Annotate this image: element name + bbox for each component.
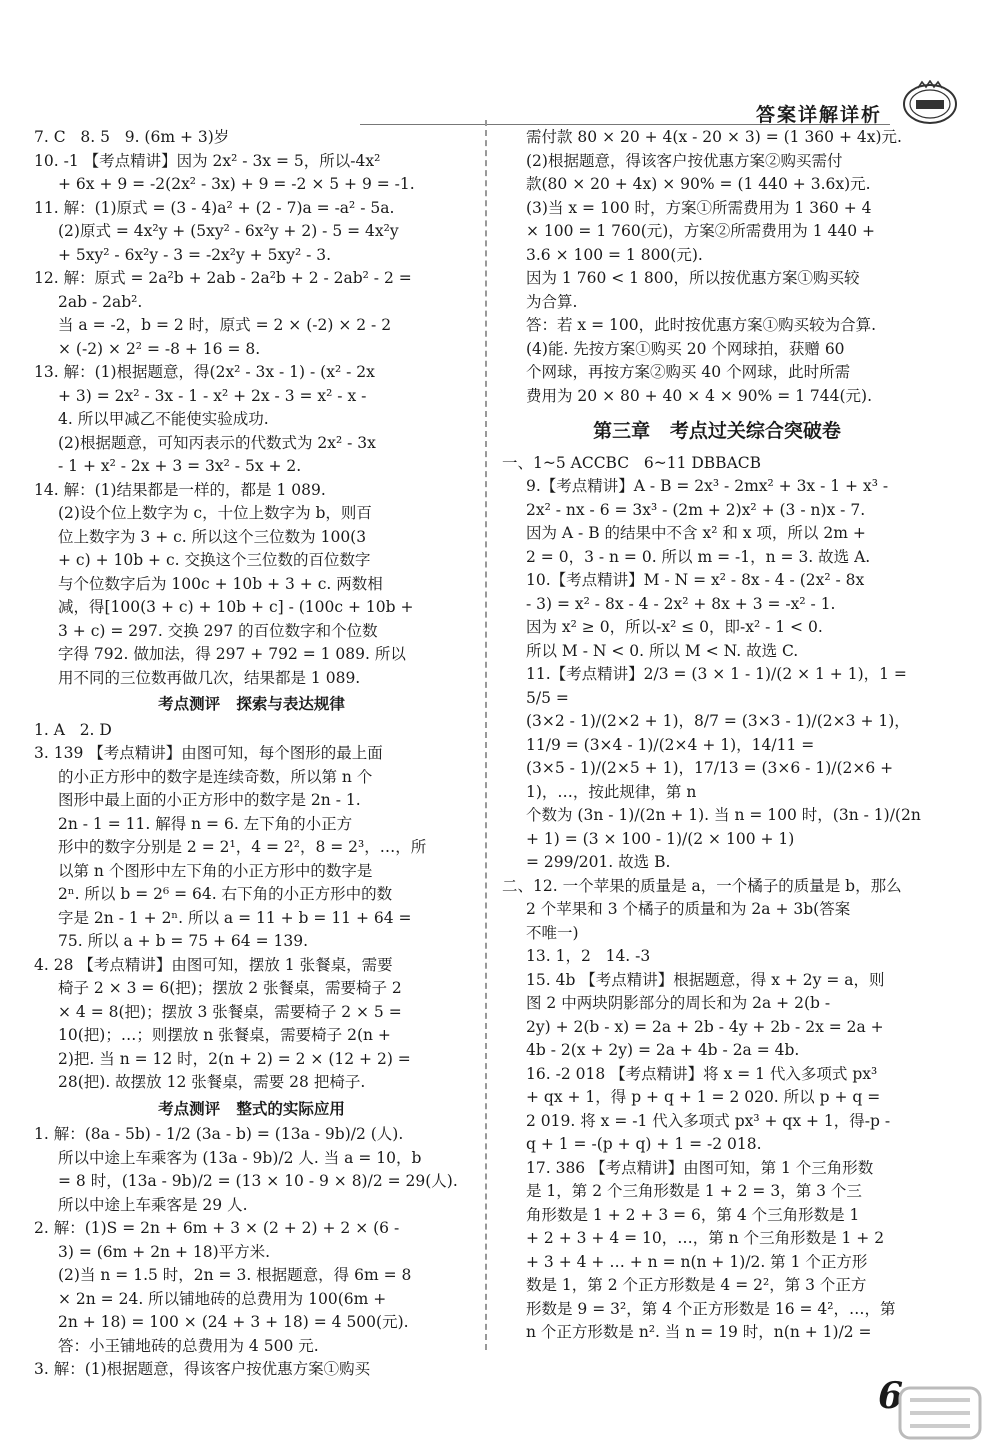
answer-line: 因为 1 760 < 1 800，所以按优惠方案①购买较 [526,269,860,287]
answer-line: 椅子 2 × 3 = 6(把)；摆放 2 张餐桌，需要椅子 2 [58,979,402,997]
answer-line: 7. C 8. 5 9. (6m + 3)岁 [34,128,230,146]
answer-line: 2 个苹果和 3 个橘子的质量和为 2a + 3b(答案 [526,900,851,918]
answer-line: 11. 解：(1)原式 = (3 - 4)a² + (2 - 7)a = -a² - 5a. [34,198,395,217]
page-number: 6 [878,1375,904,1417]
answer-line: + 2 + 3 + 4 = 10，…，第 n 个三角形数是 1 + 2 [526,1229,885,1247]
answer-line: 16. -2 018 【考点精讲】将 x = 1 代入多项式 px³ [526,1064,878,1083]
answer-line: + 6x + 9 = -2(2x² - 3x) + 9 = -2 × 5 + 9 = -1. [58,175,415,193]
answer-line: 2. 解：(1)S = 2n + 6m + 3 × (2 + 2) + 2 × (6 - [34,1219,400,1237]
answer-line: 所以 M - N < 0. 所以 M < N. 故选 C. [526,641,799,660]
answer-line: - 3) = x² - 8x - 4 - 2x² + 8x + 3 = -x² - 1. [526,594,836,613]
answer-line: 费用为 20 × 80 + 40 × 4 × 90% = 1 744(元). [526,386,873,405]
answer-line: 减，得[100(3 + c) + 10b + c] - (100c + 10b + [58,598,414,616]
answer-line: 用不同的三位数再做几次，结果都是 1 089. [58,668,361,687]
answer-line: 1. A 2. D [34,720,112,739]
answer-line: = 299/201. 故选 B. [526,853,671,871]
answer-line: 不唯一) [526,923,579,942]
answer-line: = 8 时，(13a - 9b)/2 = (13 × 10 - 9 × 8)/2 = 29(人). [58,1172,458,1190]
answer-line: (3)当 x = 100 时，方案①所需费用为 1 360 + 4 [526,198,872,217]
answer-line: 2y) + 2(b - x) = 2a + 2b - 4y + 2b - 2x = 2a + [526,1017,884,1036]
answer-line: + 3 + 4 + … + n = n(n + 1)/2. 第 1 个正方形 [526,1252,868,1271]
header-rule [360,124,890,125]
answer-line: q + 1 = -(p + q) + 1 = -2 018. [526,1135,762,1153]
answer-line: × 4 = 8(把)；摆放 3 张餐桌，需要椅子 2 × 5 = [58,1002,402,1021]
answer-line: × (-2) × 2² = -8 + 16 = 8. [58,339,261,358]
answer-line: 与个位数字后为 100c + 10b + 3 + c. 两数相 [58,574,383,593]
answer-line: 当 a = -2，b = 2 时，原式 = 2 × (-2) × 2 - 2 [58,316,392,334]
answer-line: 是 1，第 2 个三角形数是 1 + 2 = 3，第 3 个三 [526,1182,862,1200]
answer-line: 3. 139 【考点精讲】由图可知，每个图形的最上面 [34,744,383,762]
answer-line: 为合算. [526,292,578,311]
answer-line: 75. 所以 a + b = 75 + 64 = 139. [58,932,308,950]
column-divider [485,120,487,1350]
page-header [360,84,960,124]
answer-line: 3 + c) = 297. 交换 297 的百位数字和个位数 [58,621,378,640]
answer-line: 28(把). 故摆放 12 张餐桌，需要 28 把椅子. [58,1073,366,1091]
answer-line: 答：小王铺地砖的总费用为 4 500 元. [58,1336,319,1355]
answer-line: 答：若 x = 100，此时按优惠方案①购买较为合算. [526,316,877,334]
answer-line: - 1 + x² - 2x + 3 = 3x² - 5x + 2. [58,457,302,475]
answer-line: + 5xy² - 6x²y - 3 = -2x²y + 5xy² - 3. [58,245,332,264]
answer-line: × 100 = 1 760(元)，方案②所需费用为 1 440 + [526,222,876,240]
answer-line: 1. 解：(8a - 5b) - 1/2 (3a - b) = (13a - 9b)/2 (人). [34,1125,404,1143]
answer-line: 所以中途上车乘客是 29 人. [58,1195,248,1214]
answer-line: 2ⁿ. 所以 b = 2⁶ = 64. 右下角的小正方形中的数 [58,885,393,903]
answer-line: (2)设个位上数字为 c，十位上数字为 b，则百 [58,504,372,522]
answer-line: 个数为 (3n - 1)/(2n + 1). 当 n = 100 时，(3n - 1)/(2n + 1) = (3 × 100 - 1)/(2 × 100 + 1) [526,806,926,848]
left-column [34,126,469,1382]
answer-line: 2n + 18) = 100 × (24 + 3 + 18) = 4 500(元). [58,1313,409,1331]
answer-line: (2)根据题意，可知丙表示的代数式为 2x² - 3x [58,433,376,452]
answer-line: 14. 解：(1)结果都是一样的，都是 1 089. [34,480,326,499]
answer-line: 以第 n 个图形中左下角的小正方形中的数字是 [58,861,373,880]
answer-line: 2x² - nx - 6 = 3x³ - (2m + 2)x² + (3 - n)x - 7. [526,500,866,519]
answer-line: × 2n = 24. 所以铺地砖的总费用为 100(6m + [58,1289,387,1308]
answer-line: 15. 4b 【考点精讲】根据题意，得 x + 2y = a，则 [526,970,885,989]
answer-line: 因为 A - B 的结果中不含 x² 和 x 项，所以 2m + [526,524,866,542]
answer-line: 位上数字为 3 + c. 所以这个三位数为 100(3 [58,527,367,546]
answer-line: + qx + 1，得 p + q + 1 = 2 020. 所以 p + q = [526,1088,881,1106]
right-column [502,126,932,1345]
answer-line: 二、12. 一个苹果的质量是 a，一个橘子的质量是 b，那么 [502,876,902,895]
answer-line: 字是 2n - 1 + 2ⁿ. 所以 a = 11 + b = 11 + 64 = [58,908,412,927]
answer-line: 4. 28 【考点精讲】由图可知，摆放 1 张餐桌，需要 [34,955,393,974]
answer-line: 一、1~5 ACCBC 6~11 DBBACB [502,453,762,472]
answer-line: (2)根据题意，得该客户按优惠方案②购买需付 [526,151,843,170]
answer-line: 图形中最上面的小正方形中的数字是 2n - 1. [58,791,361,809]
header-title: 答案详解详析 [755,104,882,126]
answer-line: n 个正方形数是 n². 当 n = 19 时，n(n + 1)/2 = [526,1323,872,1341]
answer-line: 2 = 0，3 - n = 0. 所以 m = -1，n = 3. 故选 A. [526,547,871,566]
answer-line: (3×5 - 1)/(2×5 + 1)，17/13 = (3×6 - 1)/(2×6 + 1)，…，按此规律，第 n [526,759,899,801]
answer-line: (3×2 - 1)/(2×2 + 1)，8/7 = (3×3 - 1)/(2×3 + 1)，11/9 = (3×4 - 1)/(2×4 + 1)，14/11 = [526,712,910,754]
answer-line: 3. 解：(1)根据题意，得该客户按优惠方案①购买 [34,1360,371,1378]
answer-line: 10(把)；…；则摆放 n 张餐桌，需要椅子 2(n + [58,1026,391,1044]
answer-line: 需付款 80 × 20 + 4(x - 20 × 3) = (1 360 + 4x)元. [526,128,902,146]
answer-line: 2ab - 2ab². [58,292,143,311]
brand-logo-icon [900,80,960,126]
answer-line: + 3) = 2x² - 3x - 1 - x² + 2x - 3 = x² - x - [58,386,367,405]
answer-line: 4. 所以甲减乙不能使实验成功. [58,410,269,428]
answer-line: 所以中途上车乘客为 (13a - 9b)/2 人. 当 a = 10，b [58,1148,422,1167]
answer-line: 4b - 2(x + 2y) = 2a + 4b - 2a = 4b. [526,1041,800,1059]
answer-line: 10. -1 【考点精讲】因为 2x² - 3x = 5，所以-4x² [34,151,381,170]
answer-line: 3) = (6m + 2n + 18)平方米. [58,1242,271,1261]
answer-line: 17. 386 【考点精讲】由图可知，第 1 个三角形数 [526,1158,874,1177]
answer-line: + c) + 10b + c. 交换这个三位数的百位数字 [58,551,371,569]
answer-line: 因为 x² ≥ 0，所以-x² ≤ 0，即-x² - 1 < 0. [526,618,823,636]
answer-line: 13. 解：(1)根据题意，得(2x² - 3x - 1) - (x² - 2x [34,363,375,381]
answer-line: 12. 解：原式 = 2a²b + 2ab - 2a²b + 2 - 2ab² - 2 = [34,269,412,287]
answer-line: (2)当 n = 1.5 时，2n = 3. 根据题意，得 6m = 8 [58,1266,412,1284]
answer-line: 形数是 9 = 3²，第 4 个正方形数是 16 = 4²，…，第 [526,1299,896,1318]
answer-line: 个网球，再按方案②购买 40 个网球，此时所需 [526,363,851,381]
answer-line: 数是 1，第 2 个正方形数是 4 = 2²，第 3 个正方 [526,1276,867,1294]
answer-line: 2)把. 当 n = 12 时，2(n + 2) = 2 × (12 + 2) = [58,1049,411,1068]
answer-line: 的小正方形中的数字是连续奇数，所以第 n 个 [58,767,373,786]
answer-line: 2 019. 将 x = -1 代入多项式 px³ + qx + 1，得-p - [526,1111,891,1130]
answer-line: 11.【考点精讲】2/3 = (3 × 1 - 1)/(2 × 1 + 1)，1 = 5/5 = [526,665,912,707]
answer-line: 10.【考点精讲】M - N = x² - 8x - 4 - (2x² - 8x [526,571,865,589]
chapter-heading: 第三章 考点过关综合突破卷 [593,420,841,442]
section-heading: 考点测评 探索与表达规律 [158,695,345,713]
section-heading: 考点测评 整式的实际应用 [158,1099,345,1118]
answer-line: 3.6 × 100 = 1 800(元). [526,245,703,264]
answer-line: 形中的数字分别是 2 = 2¹，4 = 2²，8 = 2³，…，所 [58,838,427,856]
answer-line: 13. 1，2 14. -3 [526,947,651,965]
answer-line: 字得 792. 做加法，得 297 + 792 = 1 089. 所以 [58,645,406,663]
answer-line: 款(80 × 20 + 4x) × 90% = (1 440 + 3.6x)元. [526,175,871,193]
watermark-stamp-icon [880,1378,990,1448]
answer-line: (2)原式 = 4x²y + (5xy² - 6x²y + 2) - 5 = 4x²y [58,222,399,240]
answer-line: (4)能. 先按方案①购买 20 个网球拍，获赠 60 [526,339,845,358]
answer-line: 9.【考点精讲】A - B = 2x³ - 2mx² + 3x - 1 + x³ - [526,477,889,495]
answer-line: 图 2 中两块阴影部分的周长和为 2a + 2(b - [526,994,831,1012]
answer-line: 角形数是 1 + 2 + 3 = 6，第 4 个三角形数是 1 [526,1205,860,1224]
answer-line: 2n - 1 = 11. 解得 n = 6. 左下角的小正方 [58,814,353,833]
